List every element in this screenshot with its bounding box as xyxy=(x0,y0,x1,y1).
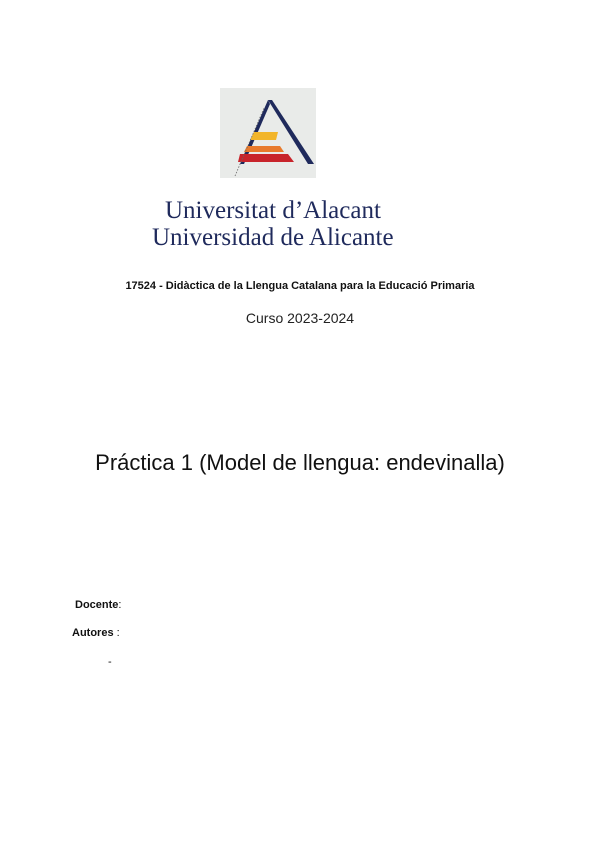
logo-orange-band xyxy=(244,146,284,152)
docente-label: Docente xyxy=(75,599,119,611)
authors-list-dash: - xyxy=(108,656,112,668)
practice-title: Práctica 1 (Model de llengua: endevinalla) xyxy=(95,450,505,475)
university-logo xyxy=(220,88,316,178)
autores-separator: : xyxy=(113,627,120,639)
logo-yellow-band xyxy=(250,132,278,140)
docente-separator: : xyxy=(118,599,122,611)
university-name-catalan: Universitat d’Alacant xyxy=(165,197,381,224)
autores-label: Autores xyxy=(72,627,114,639)
autores-line xyxy=(72,627,120,639)
docente-line xyxy=(75,599,121,611)
course-year: Curso 2023-2024 xyxy=(245,310,355,326)
university-name-spanish: Universidad de Alicante xyxy=(152,224,394,251)
logo-red-band xyxy=(238,154,294,162)
course-code-title: 17524 - Didàctica de la Llengua Catalana para la Educació Primaria xyxy=(125,280,475,292)
